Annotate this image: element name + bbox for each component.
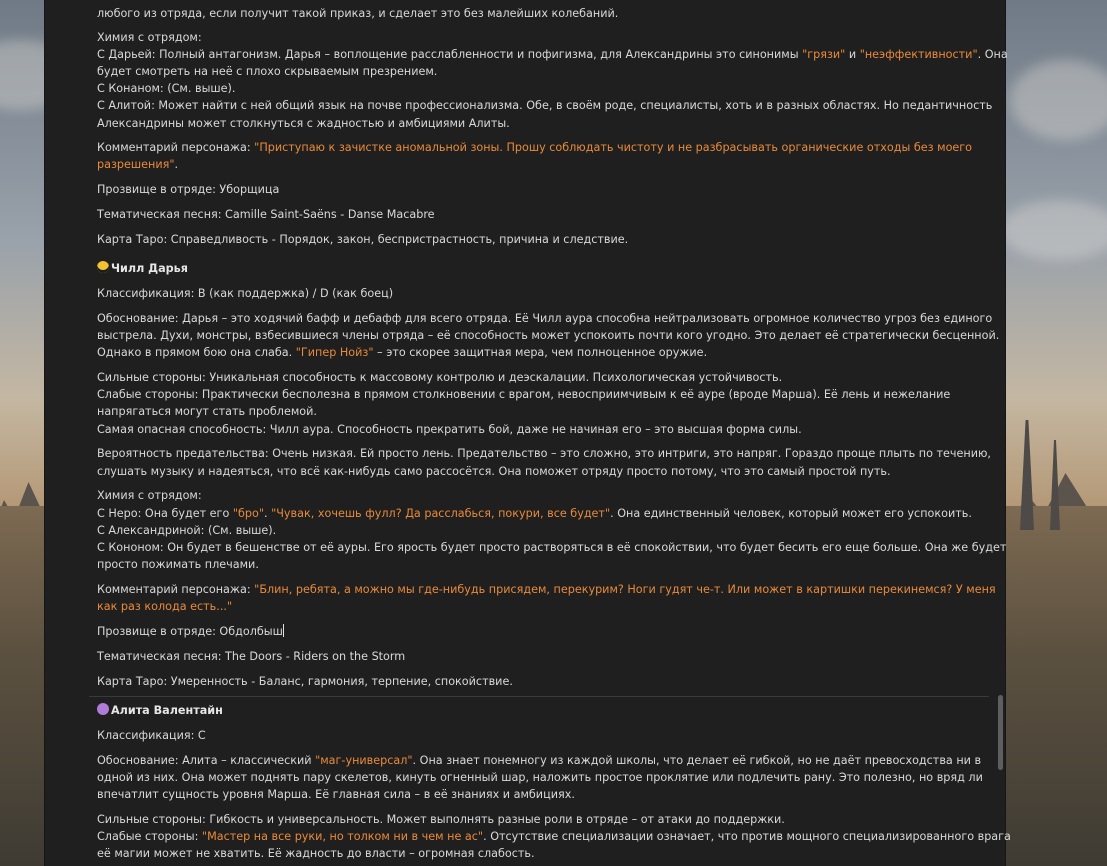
highlight-text: "маг-универсал" — [315, 754, 413, 767]
text-line: будет смотреть на неё с плохо скрываемым презрением. — [97, 65, 438, 78]
text-line: Самая опасная способность: Чилл аура. Способность прекратить бой, даже не начиная его – это высшая форма силы. — [97, 423, 802, 436]
text-line: Сильные стороны: Гибкость и универсальность. Может выполнять разные роли в отряде – от атаки до поддержки. — [97, 813, 785, 826]
text-line: её магии может не хватить. Её жадность до власти – огромная слабость. — [97, 847, 535, 860]
highlight-text: "Чувак, хочешь фулл? Да расслабься, покури, все будет" — [271, 507, 611, 520]
text-line: С Александриной: (См. выше). — [97, 524, 277, 537]
character-quote: "Блин, ребята, а можно мы где-нибудь присядем, перекурим? Ноги гудят че-т. Или может в картишки перекинемся? У меня — [254, 583, 996, 596]
text-line: Сильные стороны: Уникальная способность к массовому контролю и деэскалации. Психологическая устойчивость. — [97, 371, 783, 384]
tarot-line: Карта Таро: Умеренность - Баланс, гармония, терпение, спокойствие. — [97, 675, 513, 688]
text-line: Слабые стороны: "Мастер на все руки, но толком ни в чем не ас". Отсутствие специализации означает, что против мощного специализированного врага — [97, 830, 1011, 843]
text-line: С Неро: Она будет его "бро". "Чувак, хочешь фулл? Да расслабься, покури, все будет". Она единственный человек, который может его успокоить. — [97, 507, 972, 520]
text-line: Обоснование: Алита – классический "маг-универсал". Она знает понемногу из каждой школы, что делает её гибкой, но не даёт превосходства ни в — [97, 754, 982, 767]
text-line: одной из них. Она может поднять пару скелетов, кинуть огненный шар, наложить простое проклятие или подлечить рану. Это полезно, но вряд ли — [97, 771, 983, 784]
highlight-text: "Гипер Нойз" — [295, 346, 374, 359]
character-heading: Чилл Дарья — [97, 260, 188, 277]
text-line: С Алитой: Может найти с ней общий язык на почве профессионализма. Обе, в своём роде, специалисты, хоть и в разных областях. Но педантичность — [97, 99, 993, 112]
chat-panel — [45, 0, 1011, 866]
character-quote: разрешения" — [97, 158, 175, 171]
text-line: Комментарий персонажа: "Блин, ребята, а можно мы где-нибудь присядем, перекурим? Ноги гудят че-т. Или может в картишки перекинемся? У меня — [97, 583, 996, 596]
text-line: Комментарий персонажа: "Приступаю к зачистке аномальной зоны. Прошу соблюдать чистоту и не разбрасывать органические отходы без моего — [97, 141, 973, 154]
text-line: Химия с отрядом: — [97, 31, 202, 44]
text-line: С Кононом: Он будет в бешенстве от её ауры. Его ярость будет просто растворяться в её спокойствии, что будет бесить его еще больше. Она же будет — [97, 541, 1007, 554]
text-line: просто пожимать плечами. — [97, 558, 259, 571]
text-line: С Конаном: (См. выше). — [97, 82, 236, 95]
text-line: Вероятность предательства: Очень низкая. Ей просто лень. Предательство – это сложно, это интриги, это напряг. Гораздо проще плыть по течению, — [97, 447, 991, 460]
text-line: Слабые стороны: Практически бесполезна в прямом столкновении с врагом, невосприимчивым к её ауре (вроде Марша). Её лень и нежелание — [97, 388, 951, 401]
theme-song-line: Тематическая песня: Camille Saint-Saëns - Danse Macabre — [97, 208, 435, 221]
text-line: Однако в прямом бою она слаба. "Гипер Нойз" – это скорее защитная мера, чем полноценное оружие. — [97, 346, 708, 359]
scrollbar-thumb[interactable] — [998, 695, 1003, 770]
tarot-line: Карта Таро: Справедливость - Порядок, закон, беспристрастность, причина и следствие. — [97, 233, 629, 246]
text-line: любого из отряда, если получит такой приказ, и сделает это без малейших колебаний. — [97, 7, 619, 20]
text-line: С Дарьей: Полный антагонизм. Дарья – воплощение расслабленности и пофигизма, для Александрины это синонимы "грязи" и "неэффективности". Она — [97, 48, 1008, 61]
text-line — [97, 598, 232, 615]
sunglasses-emoji-icon — [97, 261, 109, 273]
highlight-text: "неэффективности" — [859, 48, 978, 61]
theme-song-line: Тематическая песня: The Doors - Riders on the Storm — [97, 650, 406, 663]
mage-emoji-icon — [97, 703, 109, 715]
highlight-text: "грязи" — [802, 48, 846, 61]
text-line: напрягаться могут стать проблемой. — [97, 405, 317, 418]
highlight-text: "Мастер на все руки, но толком ни в чем не ас" — [201, 830, 484, 843]
text-line: Обоснование: Дарья – это ходячий бафф и дебафф для всего отряда. Её Чилл аура способна нейтрализовать огромное количество угроз без единого — [97, 312, 993, 325]
classification-line: Классификация: B (как поддержка) / D (как боец) — [97, 287, 394, 300]
character-heading: Алита Валентайн — [97, 702, 223, 719]
text-line: Химия с отрядом: — [97, 489, 202, 502]
nickname-line[interactable]: Прозвище в отряде: Обдолбыш — [97, 625, 283, 638]
text-line: разрешения". — [97, 158, 179, 171]
text-line: Александрины может столкнуться с жадностью и амбициями Алиты. — [97, 117, 510, 130]
text-line: выстрела. Духи, монстры, взбесившиеся члены отряда – её способность может успокоить почти кого угодно. Это делает её стратегически бесценной. — [97, 329, 1000, 342]
text-line: слушать музыку и надеяться, что всё как-нибудь само рассосётся. Она поможет отряду просто потому, что это самый простой путь. — [97, 465, 891, 478]
classification-line: Классификация: C — [97, 729, 206, 742]
character-quote: "Приступаю к зачистке аномальной зоны. Прошу соблюдать чистоту и не разбрасывать органические отходы без моего — [254, 141, 973, 154]
character-quote: как раз колода есть..." — [97, 600, 233, 613]
text-line: впечатлит сущность уровня Марша. Её главная сила – в её знаниях и амбициях. — [97, 788, 575, 801]
highlight-text: "бро" — [232, 507, 264, 520]
divider — [89, 696, 989, 697]
nickname-line: Прозвище в отряде: Уборщица — [97, 183, 280, 196]
text-cursor — [283, 624, 284, 637]
